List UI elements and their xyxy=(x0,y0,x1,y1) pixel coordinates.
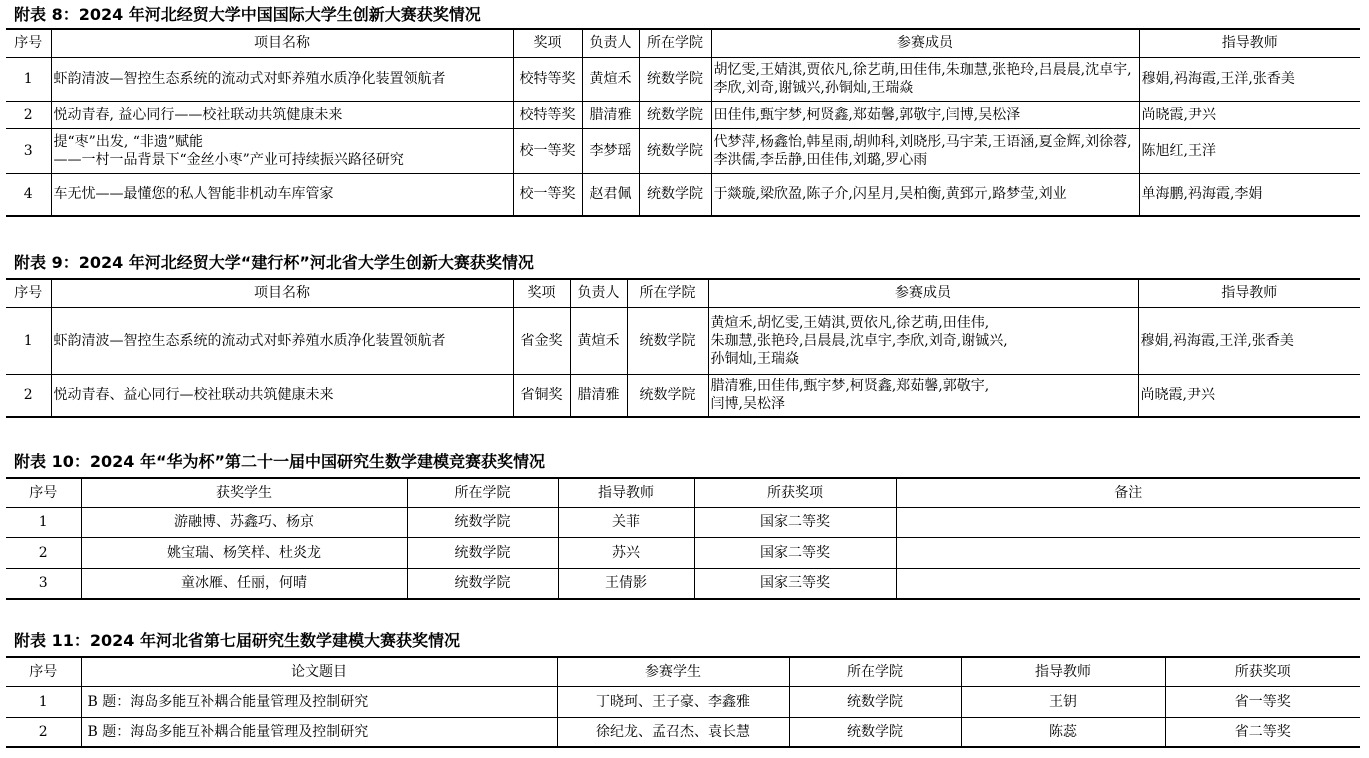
cell-index: 2 xyxy=(6,101,51,128)
cell-college: 统数学院 xyxy=(407,507,558,537)
table8-header-row xyxy=(6,29,1360,57)
cell-advisor: 陈蕊 xyxy=(961,717,1165,747)
header-cell: 论文题目 xyxy=(81,657,557,686)
cell-award: 校特等奖 xyxy=(513,57,582,101)
table-row xyxy=(6,507,1360,537)
header-cell: 所获奖项 xyxy=(1165,657,1360,686)
cell-award: 国家二等奖 xyxy=(694,507,896,537)
header-cell: 项目名称 xyxy=(51,29,513,57)
table-row xyxy=(6,307,1360,374)
cell-college: 统数学院 xyxy=(639,128,711,173)
header-cell: 奖项 xyxy=(513,279,570,307)
table-row xyxy=(6,537,1360,568)
header-cell: 参赛成员 xyxy=(711,29,1139,57)
cell-index: 1 xyxy=(6,57,51,101)
cell-college: 统数学院 xyxy=(789,717,961,747)
cell-leader: 李梦瑶 xyxy=(582,128,639,173)
cell-advisors: 穆娟,祃海霞,王洋,张香美 xyxy=(1139,57,1360,101)
header-cell: 参赛成员 xyxy=(708,279,1138,307)
cell-index: 2 xyxy=(6,537,81,568)
header-cell: 指导教师 xyxy=(961,657,1165,686)
cell-index: 4 xyxy=(6,173,51,216)
cell-advisor: 关菲 xyxy=(558,507,694,537)
table11-caption: 附表 11：2024 年河北省第七届研究生数学建模大赛获奖情况 xyxy=(14,631,460,650)
table8 xyxy=(6,28,1360,217)
header-cell: 负责人 xyxy=(570,279,627,307)
cell-students: 童冰雁、任丽，何晴 xyxy=(81,568,407,599)
table11-header-row xyxy=(6,657,1360,686)
cell-members: 胡忆雯,王婧淇,贾依凡,徐艺萌,田佳伟,朱珈慧,张艳玲,吕晨晨,沈卓宇,李欣,刘奇,谢铖兴,孙铜灿,王瑞焱 xyxy=(711,57,1139,101)
cell-college: 统数学院 xyxy=(639,57,711,101)
cell-advisor: 王钥 xyxy=(961,686,1165,717)
table10 xyxy=(6,477,1360,600)
cell-leader: 腊清雅 xyxy=(582,101,639,128)
cell-members: 代梦萍,杨鑫怡,韩星雨,胡帅科,刘晓彤,马宇茉,王语涵,夏金辉,刘徐蓉,李洪儒,李岳静,田佳伟,刘璐,罗心雨 xyxy=(711,128,1139,173)
header-cell: 序号 xyxy=(6,279,51,307)
header-cell: 备注 xyxy=(896,478,1360,507)
cell-award: 省一等奖 xyxy=(1165,686,1360,717)
cell-project: 悦动青春, 益心同行——校社联动共筑健康未来 xyxy=(51,101,513,128)
cell-index: 1 xyxy=(6,507,81,537)
table8-caption: 附表 8：2024 年河北经贸大学中国国际大学生创新大赛获奖情况 xyxy=(14,5,481,24)
cell-college: 统数学院 xyxy=(407,568,558,599)
header-cell: 所在学院 xyxy=(639,29,711,57)
header-cell: 负责人 xyxy=(582,29,639,57)
table-row xyxy=(6,101,1360,128)
cell-project: 提“枣”出发, “非遗”赋能 ——一村一品背景下“金丝小枣”产业可持续振兴路径研究 xyxy=(51,128,513,173)
cell-college: 统数学院 xyxy=(639,173,711,216)
cell-award: 省二等奖 xyxy=(1165,717,1360,747)
table10-caption: 附表 10：2024 年“华为杯”第二十一届中国研究生数学建模竞赛获奖情况 xyxy=(14,452,545,471)
cell-advisors: 尚晓霞,尹兴 xyxy=(1139,101,1360,128)
cell-college: 统数学院 xyxy=(627,307,708,374)
cell-college: 统数学院 xyxy=(789,686,961,717)
table11 xyxy=(6,656,1360,748)
header-cell: 奖项 xyxy=(513,29,582,57)
cell-index: 3 xyxy=(6,128,51,173)
header-cell: 序号 xyxy=(6,657,81,686)
cell-advisors: 尚晓霞,尹兴 xyxy=(1138,374,1360,417)
cell-advisor: 王倩影 xyxy=(558,568,694,599)
cell-members: 田佳伟,甄宇梦,柯贤鑫,郑茹馨,郭敬宇,闫博,吴松泽 xyxy=(711,101,1139,128)
cell-award: 省铜奖 xyxy=(513,374,570,417)
cell-award: 校一等奖 xyxy=(513,128,582,173)
header-cell: 项目名称 xyxy=(51,279,513,307)
cell-index: 1 xyxy=(6,307,51,374)
header-cell: 获奖学生 xyxy=(81,478,407,507)
table-row xyxy=(6,128,1360,173)
header-cell: 所在学院 xyxy=(407,478,558,507)
table-row xyxy=(6,57,1360,101)
cell-college: 统数学院 xyxy=(407,537,558,568)
cell-leader: 腊清雅 xyxy=(570,374,627,417)
header-cell: 参赛学生 xyxy=(557,657,789,686)
table-row xyxy=(6,686,1360,717)
table-row xyxy=(6,568,1360,599)
cell-members: 黄煊禾,胡忆雯,王婧淇,贾依凡,徐艺萌,田佳伟, 朱珈慧,张艳玲,吕晨晨,沈卓宇,李欣,刘奇,谢铖兴, 孙铜灿,王瑞焱 xyxy=(708,307,1138,374)
cell-students: 姚宝瑞、杨笑样、杜炎龙 xyxy=(81,537,407,568)
cell-students: 游融博、苏鑫巧、杨京 xyxy=(81,507,407,537)
table-row xyxy=(6,173,1360,216)
cell-leader: 黄煊禾 xyxy=(582,57,639,101)
cell-award: 国家二等奖 xyxy=(694,537,896,568)
cell-remark xyxy=(896,507,1360,537)
cell-award: 国家三等奖 xyxy=(694,568,896,599)
cell-award: 省金奖 xyxy=(513,307,570,374)
cell-students: 丁晓珂、王子豪、李鑫雅 xyxy=(557,686,789,717)
cell-advisor: 苏兴 xyxy=(558,537,694,568)
cell-title: B 题：海岛多能互补耦合能量管理及控制研究 xyxy=(81,717,557,747)
header-cell: 序号 xyxy=(6,478,81,507)
cell-advisors: 穆娟,祃海霞,王洋,张香美 xyxy=(1138,307,1360,374)
cell-project: 车无忧——最懂您的私人智能非机动车库管家 xyxy=(51,173,513,216)
table-row xyxy=(6,717,1360,747)
table9-header-row xyxy=(6,279,1360,307)
cell-title: B 题：海岛多能互补耦合能量管理及控制研究 xyxy=(81,686,557,717)
cell-award: 校特等奖 xyxy=(513,101,582,128)
cell-advisors: 单海鹏,祃海霞,李娟 xyxy=(1139,173,1360,216)
cell-remark xyxy=(896,537,1360,568)
header-cell: 所在学院 xyxy=(627,279,708,307)
header-cell: 所在学院 xyxy=(789,657,961,686)
cell-index: 2 xyxy=(6,717,81,747)
cell-project: 虾韵清波—智控生态系统的流动式对虾养殖水质净化装置领航者 xyxy=(51,57,513,101)
cell-index: 1 xyxy=(6,686,81,717)
cell-college: 统数学院 xyxy=(639,101,711,128)
header-cell: 所获奖项 xyxy=(694,478,896,507)
cell-remark xyxy=(896,568,1360,599)
table9-caption: 附表 9：2024 年河北经贸大学“建行杯”河北省大学生创新大赛获奖情况 xyxy=(14,253,534,272)
cell-college: 统数学院 xyxy=(627,374,708,417)
cell-project: 虾韵清波—智控生态系统的流动式对虾养殖水质净化装置领航者 xyxy=(51,307,513,374)
header-cell: 指导教师 xyxy=(1138,279,1360,307)
cell-index: 2 xyxy=(6,374,51,417)
cell-advisors: 陈旭红,王洋 xyxy=(1139,128,1360,173)
cell-award: 校一等奖 xyxy=(513,173,582,216)
header-cell: 指导教师 xyxy=(1139,29,1360,57)
table10-header-row xyxy=(6,478,1360,507)
table-row xyxy=(6,374,1360,417)
cell-leader: 赵君佩 xyxy=(582,173,639,216)
cell-leader: 黄煊禾 xyxy=(570,307,627,374)
table9 xyxy=(6,278,1360,418)
header-cell: 指导教师 xyxy=(558,478,694,507)
cell-members: 于燚璇,梁欣盈,陈子介,闪星月,吴柏衡,黄郅亓,路梦莹,刘业 xyxy=(711,173,1139,216)
cell-students: 徐纪龙、孟召杰、袁长慧 xyxy=(557,717,789,747)
cell-project: 悦动青春、益心同行—校社联动共筑健康未来 xyxy=(51,374,513,417)
header-cell: 序号 xyxy=(6,29,51,57)
cell-index: 3 xyxy=(6,568,81,599)
cell-members: 腊清雅,田佳伟,甄宇梦,柯贤鑫,郑茹馨,郭敬宇, 闫博,吴松泽 xyxy=(708,374,1138,417)
